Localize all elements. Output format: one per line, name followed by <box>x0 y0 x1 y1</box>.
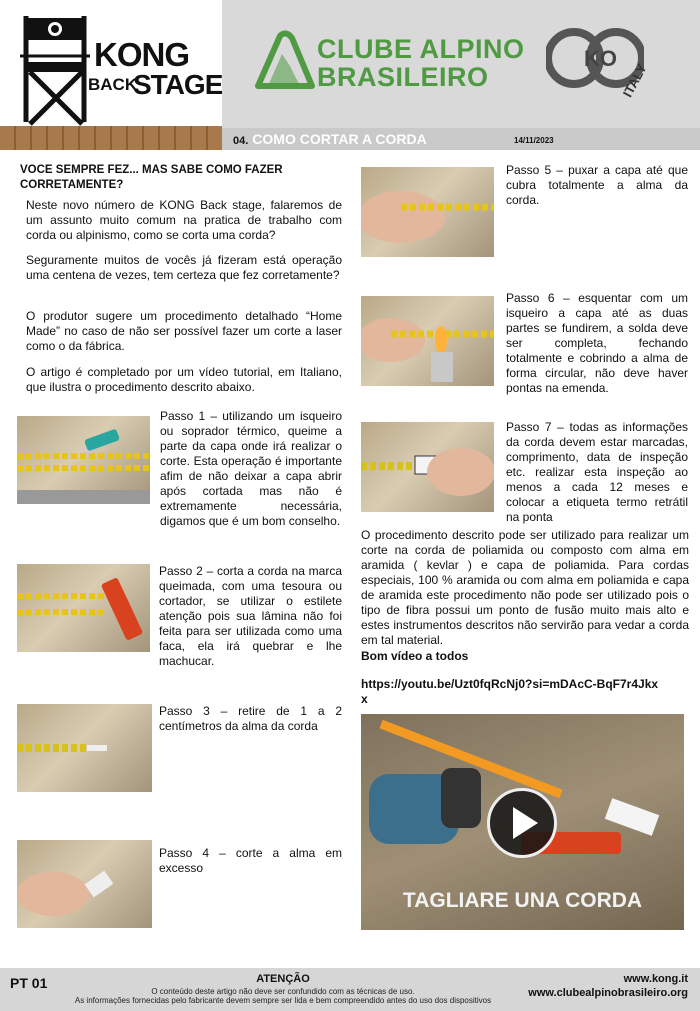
attention-line-2: As informações fornecidas pelo fabricante devem sempre ser lida e bem compreendido antes do uso dos dispositivos <box>74 996 492 1005</box>
back-wordmark: BACK <box>88 75 138 94</box>
step-7-text: Passo 7 – todas as informações da corda devem estar marcadas, comprimento, data de inspeção etc. realizar esta inspeção ao menos a cada 12 meses e colocar a etiqueta termo retrátil na ponta <box>506 420 688 524</box>
step-4-photo <box>17 840 152 928</box>
issue-date: 14/11/2023 <box>514 136 554 145</box>
intro-paragraph-3: O produtor sugere um procedimento detalhado “Home Made” no caso de não ser possível fazer um corte a laser como o da fábrica. <box>26 309 342 353</box>
kong-backstage-logo-panel <box>0 0 222 150</box>
clube-alpino-mountain-icon <box>254 28 316 92</box>
section-title <box>233 132 427 147</box>
kong-url[interactable]: www.kong.it <box>623 973 688 985</box>
step-4-text: Passo 4 – corte a alma em excesso <box>159 846 342 875</box>
svg-text:KO: KO <box>584 46 617 71</box>
step-1-text: Passo 1 – utilizando um isqueiro ou soprador térmico, queime a parte da capa onde irá realizar o corte. Esta operação é importante afim de não deixar a capa abrir após cortada mas não é extremamente necessária, digamos que é um bom conselho. <box>160 409 342 528</box>
intro-paragraph-1: Neste novo número de KONG Back stage, falaremos de um assunto muito comum na pratica de trabalho com corda ou alpinismo, como se corta uma corda? <box>26 198 342 242</box>
step-2-photo <box>17 564 150 652</box>
clube-url[interactable]: www.clubealpinobrasileiro.org <box>528 987 688 999</box>
step-6-text: Passo 6 – esquentar com um isqueiro a capa até as duas partes se fundirem, a solda deve ser completa, fechando totalmente e cobrindo a alma de forma circular, não deve haver pontas na emenda. <box>506 291 688 395</box>
closing-paragraph: O procedimento descrito pode ser utilizado para realizar um corte na corda de poliamida ou composto com alma em aramida ( kevlar ) e capa de poliamida. Para cordas especiais, 100 % aramida ou com alma em poliamida e capa de aramida este procedimento não pode ser utilizado pois o tipo de fibra possui um ponto de fusão muito mais alto e estes instrumentos descritos não servirão para vedar a corda em tal material. <box>361 528 689 647</box>
video-caption: TAGLIARE UNA CORDA <box>402 889 643 912</box>
step-6-photo <box>361 296 494 386</box>
section-number: 04. <box>233 135 249 147</box>
step-2-text: Passo 2 – corta a corda na marca queimada, com uma tesoura ou cortador, se utilizar o estilete atenção pois sua lâmina não foi feita para ser utilizada como uma faca, ela irá quebrar e lhe machucar. <box>159 564 342 668</box>
play-button[interactable] <box>487 788 557 858</box>
italy-label: ITALY <box>619 61 650 100</box>
page-label: PT 01 <box>10 975 48 991</box>
kong-wordmark: KONG <box>94 36 189 73</box>
play-icon <box>490 791 554 855</box>
step-5-photo <box>361 167 494 257</box>
section-title-text: COMO CORTAR A CORDA <box>252 131 427 147</box>
directors-chair-icon <box>16 12 96 142</box>
video-link[interactable]: https://youtu.be/Uzt0fqRcNj0?si=mDAcC-BqF7r4Jkxx <box>361 677 659 706</box>
club-name-line2: BRASILEIRO <box>317 62 489 92</box>
intro-paragraph-2: Seguramente muitos de vocês já fizeram está operação uma centena de vezes, tem certeza que fez corretamente? <box>26 253 342 282</box>
step-5-text: Passo 5 – puxar a capa até que cubra totalmente a alma da corda. <box>506 163 688 207</box>
attention-title: ATENÇÃO <box>256 973 310 985</box>
intro-heading: VOCE SEMPRE FEZ... MAS SABE COMO FAZER CORRETAMENTE? <box>20 164 283 191</box>
stage-wordmark: STAGE <box>133 69 222 100</box>
step-7-photo <box>361 422 494 512</box>
bom-video-text: Bom vídeo a todos <box>361 649 469 663</box>
video-thumbnail[interactable] <box>361 714 684 930</box>
attention-line-1: O conteúdo deste artigo não deve ser confundido com as técnicas de uso. <box>151 987 415 996</box>
step-3-photo <box>17 704 152 792</box>
step-1-photo <box>17 416 150 504</box>
club-name-line1: CLUBE ALPINO <box>317 34 525 64</box>
wooden-floor <box>0 126 222 150</box>
intro-paragraph-4: O artigo é completado por um vídeo tutorial, em Italiano, que ilustra o procedimento descrito abaixo. <box>26 365 342 394</box>
step-3-text: Passo 3 – retire de 1 a 2 centímetros da alma da corda <box>159 704 342 733</box>
